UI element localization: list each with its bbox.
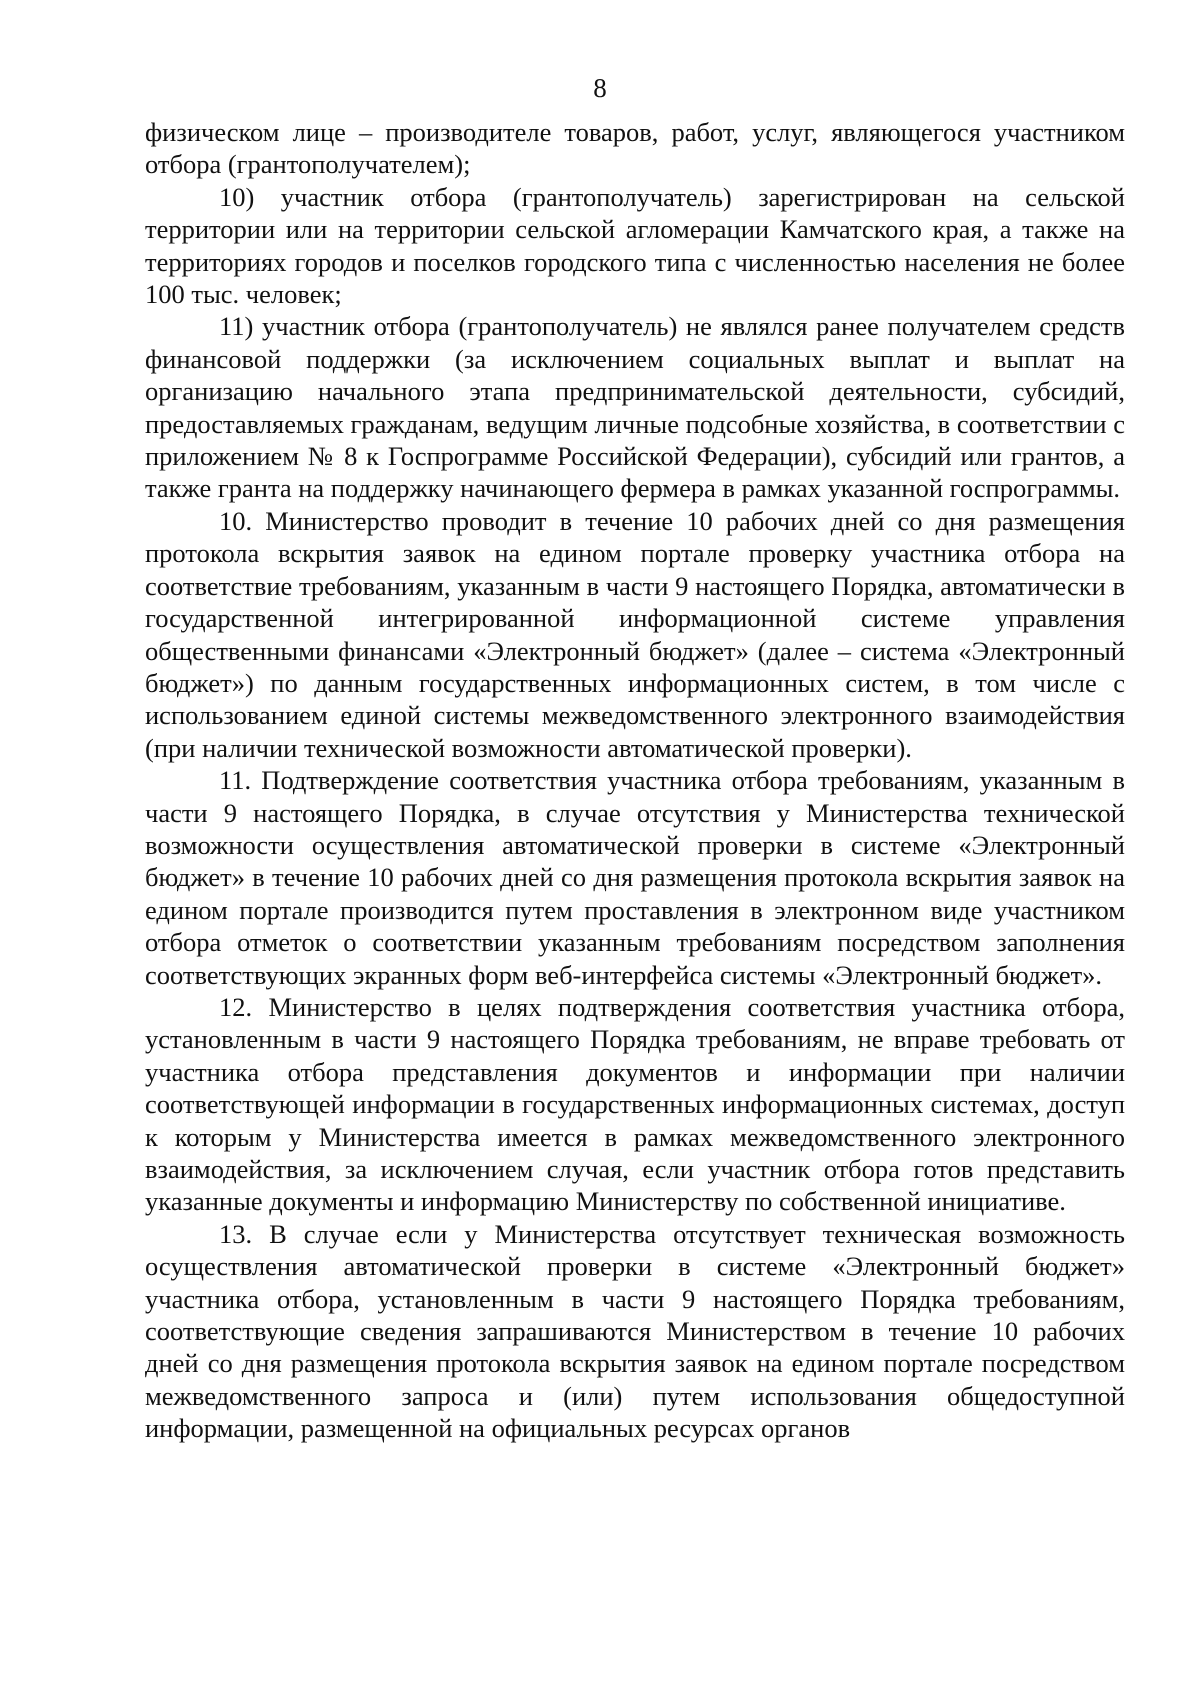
paragraph-section-10: 10. Министерство проводит в течение 10 рабочих дней со дня размещения протокола вскрытия заявок на едином портале проверку участника отбора на соответствие требованиям, указанным в части 9 настоящего Порядка, автоматически в государственной интегрированной информационной системе управления общественными финансами «Электронный бюджет» (далее – система «Электронный бюджет») по данным государственных информационных систем, в том числе с использованием единой системы межведомственного электронного взаимодействия (при наличии технической возможности автоматической проверки). xyxy=(145,505,1125,763)
paragraph-item-10: 10) участник отбора (грантополучатель) зарегистрирован на сельской территории или на территории сельской агломерации Камчатского края, а также на территориях городов и поселков городского типа с численностью населения не более 100 тыс. человек; xyxy=(145,181,1125,310)
paragraph-section-11: 11. Подтверждение соответствия участника отбора требованиям, указанным в части 9 настоящего Порядка, в случае отсутствия у Министерства технической возможности осуществления автоматической проверки в системе «Электронный бюджет» в течение 10 рабочих дней со дня размещения протокола вскрытия заявок на едином портале производится путем проставления в электронном виде участником отбора отметок о соответствии указанным требованиям посредством заполнения соответствующих экранных форм веб-интерфейса системы «Электронный бюджет». xyxy=(145,765,1125,990)
paragraph-item-11: 11) участник отбора (грантополучатель) не являлся ранее получателем средств финансовой поддержки (за исключением социальных выплат и выплат на организацию начального этапа предпринимательской деятельности, субсидий, предоставляемых гражданам, ведущим личные подсобные хозяйства, в соответствии с приложением № 8 к Госпрограмме Российской Федерации), субсидий или грантов, а также гранта на поддержку начинающего фермера в рамках указанной госпрограммы. xyxy=(145,311,1125,504)
page-number: 8 xyxy=(593,73,607,103)
paragraph-section-13: 13. В случае если у Министерства отсутствует техническая возможность осуществления автоматической проверки в системе «Электронный бюджет» участника отбора, установленным в части 9 настоящего Порядка требованиям, соответствующие сведения запрашиваются Министерством в течение 10 рабочих дней со дня размещения протокола вскрытия заявок на едином портале посредством межведомственного запроса и (или) путем использования общедоступной информации, размещенной на официальных ресурсах органов xyxy=(145,1218,1125,1444)
document-body xyxy=(145,116,1125,1445)
paragraph-continuation: физическом лице – производителе товаров, работ, услуг, являющегося участником отбора (грантополучателем); xyxy=(145,117,1125,180)
paragraph-section-12: 12. Министерство в целях подтверждения соответствия участника отбора, установленным в части 9 настоящего Порядка требованиям, не вправе требовать от участника отбора представления документов и информации при наличии соответствующей информации в государственных информационных системах, доступ к которым у Министерства имеется в рамках межведомственного электронного взаимодействия, за исключением случая, если участник отбора готов представить указанные документы и информацию Министерству по собственной инициативе. xyxy=(145,991,1125,1217)
